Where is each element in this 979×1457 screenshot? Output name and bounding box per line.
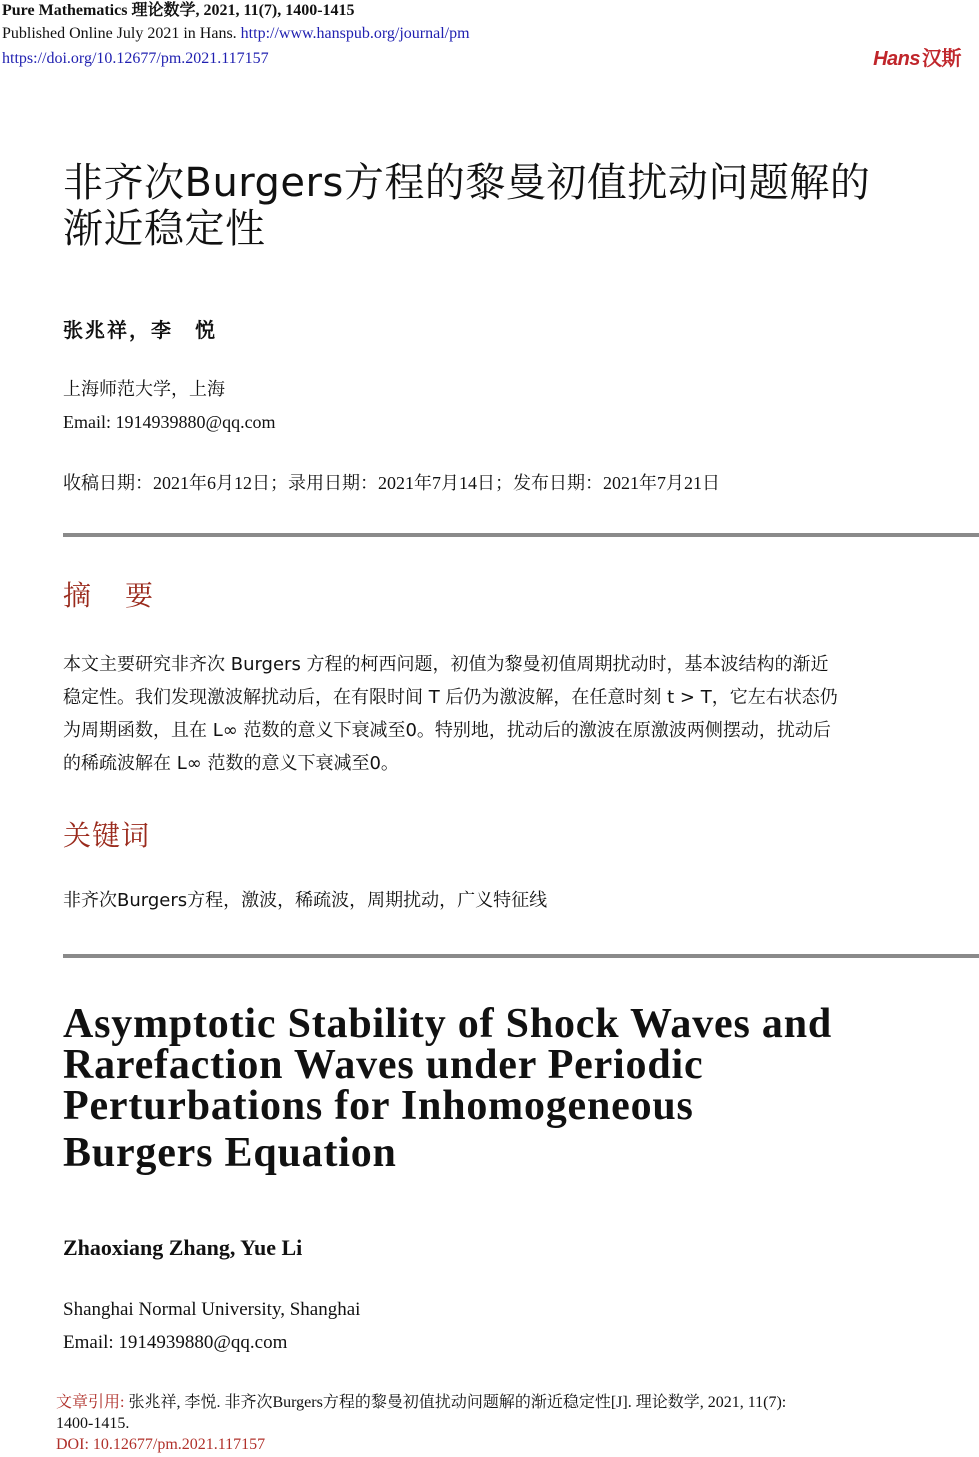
published-line xyxy=(2,23,470,45)
abstract-line-3: 为周期函数，且在 L∞ 范数的意义下衰减至0。特别地，扰动后的激波在原激波两侧摆动，扰动后 xyxy=(63,720,831,741)
section-divider-bottom xyxy=(63,954,979,958)
english-affiliation: Shanghai Normal University, Shanghai xyxy=(63,1299,361,1320)
journal-line: Pure Mathematics 理论数学, 2021, 11(7), 1400-1415 xyxy=(2,2,355,19)
english-authors: Zhaoxiang Zhang, Yue Li xyxy=(63,1235,303,1260)
abstract-line-4: 的稀疏波解在 L∞ 范数的意义下衰减至0。 xyxy=(63,753,399,774)
citation-line xyxy=(56,1392,926,1413)
citation-label: 文章引用: xyxy=(56,1394,125,1411)
english-title-line2: Rarefaction Waves under Periodic xyxy=(63,1042,704,1088)
chinese-authors: 张兆祥，李 悦 xyxy=(63,318,217,342)
dates-line: 收稿日期：2021年6月12日；录用日期：2021年7月14日；发布日期：2021年7月21日 xyxy=(63,473,720,493)
citation-text: 张兆祥, 李悦. 非齐次Burgers方程的黎曼初值扰动问题解的渐近稳定性[J]. 理论数学, 2021, 11(7): xyxy=(124,1394,787,1411)
abstract-line-2: 稳定性。我们发现激波解扰动后，在有限时间 T 后仍为激波解，在任意时刻 t > T，它左右状态仍 xyxy=(63,687,838,708)
hans-logo xyxy=(873,42,961,71)
keywords-list: 非齐次Burgers方程，激波，稀疏波，周期扰动，广义特征线 xyxy=(63,890,548,911)
english-title-line1: Asymptotic Stability of Shock Waves and xyxy=(63,1001,833,1047)
logo-cn: 汉斯 xyxy=(922,48,961,70)
english-title xyxy=(63,1001,969,1176)
abstract-line-1: 本文主要研究非齐次 Burgers 方程的柯西问题，初值为黎曼初值周期扰动时，基本波结构的渐近 xyxy=(63,654,829,675)
doi-url-line xyxy=(2,48,269,70)
doi-url-link[interactable]: https://doi.org/10.12677/pm.2021.117157 xyxy=(2,50,269,67)
chinese-affiliation: 上海师范大学，上海 xyxy=(63,379,225,399)
citation-footer xyxy=(56,1392,926,1455)
english-email: Email: 1914939880@qq.com xyxy=(63,1332,288,1353)
chinese-title xyxy=(63,160,968,252)
section-divider-top xyxy=(63,533,979,537)
abstract-heading: 摘 要 xyxy=(63,579,157,612)
chinese-email: Email: 1914939880@qq.com xyxy=(63,412,276,432)
english-title-line4: Burgers Equation xyxy=(63,1130,397,1176)
journal-url-link[interactable]: http://www.hanspub.org/journal/pm xyxy=(240,25,470,42)
english-title-line3: Perturbations for Inhomogeneous xyxy=(63,1083,694,1129)
keywords-heading: 关键词 xyxy=(63,819,151,852)
abstract-body xyxy=(63,648,965,780)
chinese-title-line1: 非齐次Burgers方程的黎曼初值扰动问题解的 xyxy=(63,160,871,206)
chinese-title-line2: 渐近稳定性 xyxy=(63,206,266,252)
citation-pages: 1400-1415. xyxy=(56,1415,130,1432)
citation-doi[interactable]: DOI: 10.12677/pm.2021.117157 xyxy=(56,1436,266,1453)
logo-latin: Hans xyxy=(873,48,920,70)
published-prefix: Published Online July 2021 in Hans. xyxy=(2,25,241,42)
